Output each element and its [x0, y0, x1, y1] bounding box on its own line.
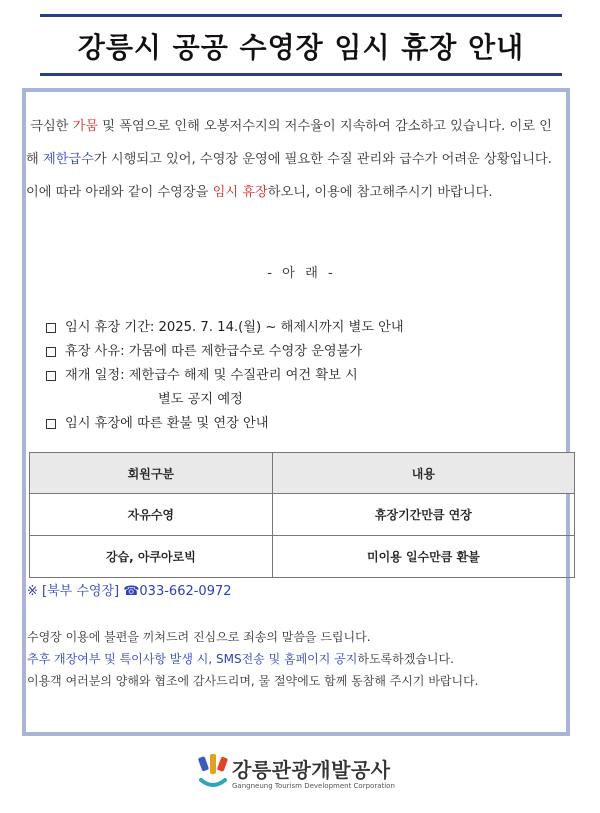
footer-notice-rest: 하도록하겠습니다.	[357, 652, 454, 666]
list-item	[46, 316, 566, 340]
table-row	[30, 494, 575, 536]
table-row	[30, 536, 575, 578]
intro-text-1: 극심한	[30, 119, 73, 134]
checkbox-icon	[46, 371, 56, 381]
intro-paragraph	[26, 110, 554, 209]
organization-logo	[198, 752, 438, 800]
refund-table	[29, 452, 575, 578]
table-cell: 미이용 일수만큼 환불	[272, 536, 574, 578]
list-item	[46, 364, 566, 388]
column-header: 회원구분	[30, 453, 273, 494]
checkbox-icon	[46, 323, 56, 333]
footer-thanks: 이용객 여러분의 양해와 협조에 감사드리며, 물 절약에도 함께 동참해 주시기 바랍니다.	[27, 674, 479, 688]
logo-mark-icon	[198, 752, 228, 794]
intro-text-2: 및 폭염으로 인해 오봉저수지의 저수율이 지속하여 감소하고 있습니다. 이로 인해	[26, 119, 552, 167]
section-label: - 아 래 -	[267, 266, 333, 281]
intro-text-3: 가 시행되고 있어, 수영장 운영에 필요한 수질 관리와 급수가 어려운 상황입니다. 이에 따라 아래와 같이 수영장을	[26, 152, 552, 200]
table-cell: 휴장기간만큼 연장	[272, 494, 574, 536]
item-reopen-schedule: 재개 일정: 제한급수 해제 및 수질관리 여건 확보 시	[65, 368, 358, 383]
checkbox-icon	[46, 419, 56, 429]
item-refund-extension: 임시 휴장에 따른 환불 및 연장 안내	[65, 416, 269, 431]
highlight-drought: 가뭄	[72, 119, 99, 134]
column-header: 내용	[272, 453, 574, 494]
title-rule-bottom	[40, 73, 562, 76]
title-block	[40, 14, 562, 76]
logo-name-english: Gangneung Tourism Development Corporation	[232, 782, 395, 790]
table-cell: 자유수영	[30, 494, 273, 536]
footer-paragraph	[27, 626, 567, 692]
intro-text-4: 하오니, 이용에 참고해주시기 바랍니다.	[267, 185, 493, 200]
page-title: 강릉시 공공 수영장 임시 휴장 안내	[77, 31, 525, 64]
item-closure-period: 임시 휴장 기간: 2025. 7. 14.(월) ~ 해제시까지 별도 안내	[65, 320, 404, 335]
footer-notice-line	[27, 648, 567, 670]
footer-sms-notice: 추후 개장여부 및 특이사항 발생 시, SMS전송 및 홈페이지 공지	[27, 652, 358, 666]
footer-apology: 수영장 이용에 불편을 끼쳐드려 진심으로 죄송의 말씀을 드립니다.	[27, 630, 371, 644]
notice-items	[46, 316, 566, 436]
list-item	[46, 340, 566, 364]
highlight-temporary-closure: 임시 휴장	[212, 185, 268, 200]
contact-phone: ※ [북부 수영장] ☎033-662-0972	[27, 584, 232, 599]
item-closure-reason: 휴장 사유: 가뭄에 따른 제한급수로 수영장 운영불가	[65, 344, 363, 359]
logo-name-korean: 강릉관광개발공사	[232, 758, 391, 782]
table-cell: 강습, 아쿠아로빅	[30, 536, 273, 578]
checkbox-icon	[46, 347, 56, 357]
item-reopen-schedule-cont: 별도 공지 예정	[158, 392, 243, 407]
highlight-water-restriction: 제한급수	[42, 152, 94, 167]
table-header-row	[30, 453, 575, 494]
list-item	[46, 412, 566, 436]
